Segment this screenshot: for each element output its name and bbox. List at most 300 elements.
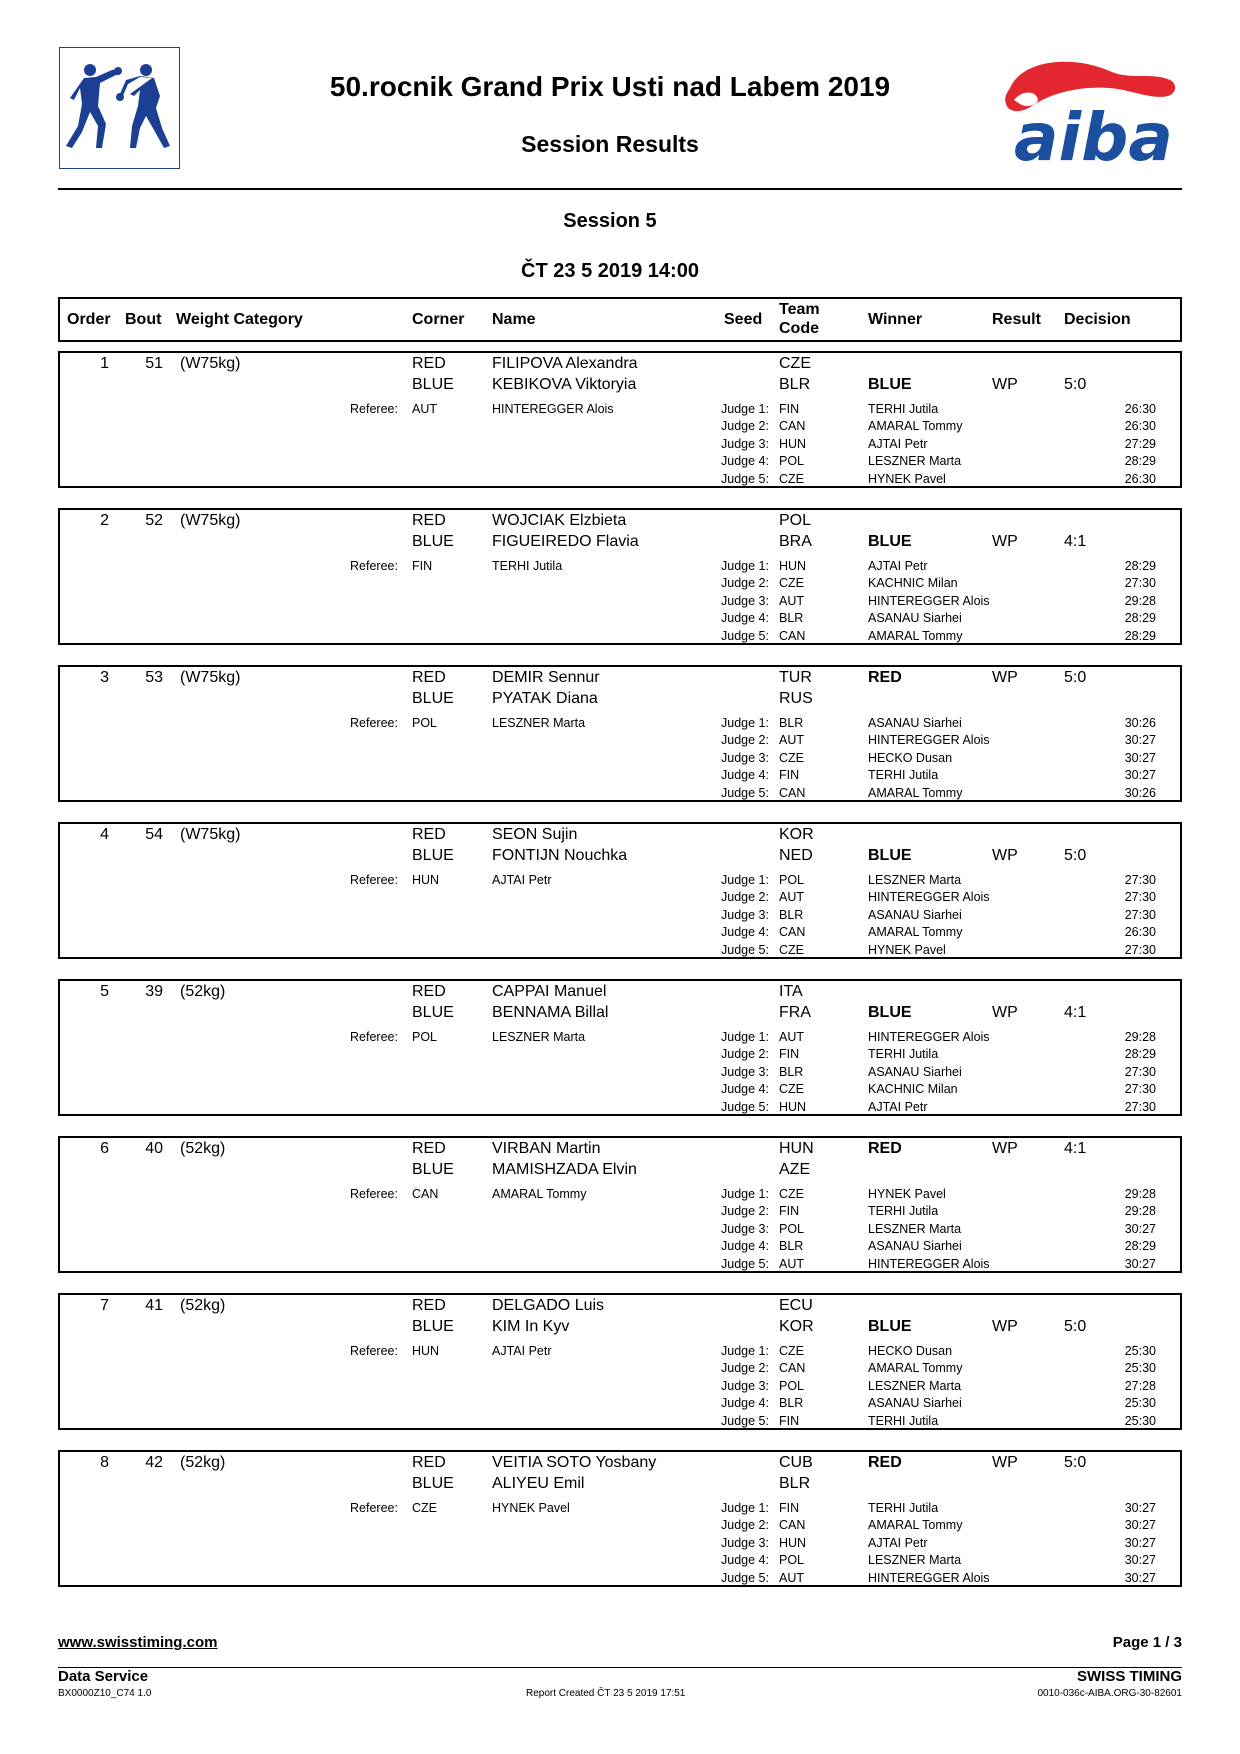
judge-label: Judge 3:	[721, 436, 769, 451]
referee-name: LESZNER Marta	[492, 716, 586, 730]
judge-score: 30:27	[1124, 1570, 1156, 1585]
referee-label: Referee:	[350, 559, 398, 573]
judge-label: Judge 4:	[721, 768, 769, 783]
judge-nation: CAN	[779, 419, 806, 434]
blue-team-code: NED	[779, 847, 813, 864]
decision: 4:1	[1064, 533, 1087, 550]
judge-label: Judge 2:	[721, 1518, 769, 1533]
judge-row	[60, 1378, 1180, 1395]
bout-block	[58, 665, 1182, 802]
judge-score: 26:30	[1124, 402, 1156, 416]
judge-score: 27:30	[1124, 1082, 1156, 1097]
judge-score: 29:28	[1124, 1204, 1156, 1219]
judge-nation: CAN	[779, 925, 806, 940]
judge-score: 27:30	[1124, 1099, 1156, 1114]
judge-label: Judge 5:	[721, 1099, 769, 1114]
judge-row	[60, 436, 1180, 453]
blue-boxer-name: ALIYEU Emil	[492, 1475, 585, 1492]
judge-nation: CAN	[779, 785, 806, 800]
weight-category: (52kg)	[180, 1297, 226, 1314]
red-boxer-name: CAPPAI Manuel	[492, 983, 607, 1000]
corner-blue: BLUE	[412, 847, 454, 864]
red-team-code: POL	[779, 512, 812, 529]
judge-nation: FIN	[779, 402, 800, 416]
judge-nation: HUN	[779, 1535, 807, 1550]
judge-row	[60, 872, 1180, 889]
judge-nation: HUN	[779, 559, 807, 573]
footer-top	[58, 1634, 1182, 1651]
judge-nation: CZE	[779, 750, 804, 765]
judge-nation: CZE	[779, 1082, 804, 1097]
judge-score: 30:26	[1124, 785, 1156, 800]
judge-name: LESZNER Marta	[868, 1378, 962, 1393]
result: WP	[992, 847, 1018, 864]
red-boxer-name: VIRBAN Martin	[492, 1140, 601, 1157]
decision: 5:0	[1064, 847, 1087, 864]
judge-row	[60, 1081, 1180, 1098]
blue-team-code: KOR	[779, 1318, 814, 1335]
judge-row	[60, 750, 1180, 767]
red-team-code: ECU	[779, 1297, 813, 1314]
judge-score: 27:30	[1124, 890, 1156, 905]
blue-boxer-name: KEBIKOVA Viktoryia	[492, 376, 637, 393]
judge-score: 27:30	[1124, 576, 1156, 591]
judge-label: Judge 5:	[721, 1570, 769, 1585]
judge-name: HINTEREGGER Alois	[868, 1030, 990, 1044]
winner: BLUE	[868, 376, 912, 393]
judge-name: AJTAI Petr	[868, 1535, 928, 1550]
judges-list	[60, 401, 1180, 488]
judge-name: HINTEREGGER Alois	[868, 733, 990, 748]
judge-label: Judge 5:	[721, 785, 769, 800]
judge-name: TERHI Jutila	[868, 402, 939, 416]
result: WP	[992, 376, 1018, 393]
decision: 4:1	[1064, 1004, 1087, 1021]
referee-nation: HUN	[412, 873, 440, 887]
referee-name: HINTEREGGER Alois	[492, 402, 614, 416]
winner: BLUE	[868, 1318, 912, 1335]
judge-row	[60, 401, 1180, 418]
judge-row	[60, 418, 1180, 435]
judge-row	[60, 1413, 1180, 1430]
judge-label: Judge 4:	[721, 611, 769, 626]
corner-red: RED	[412, 1297, 446, 1314]
judges-list	[60, 1186, 1180, 1273]
judges-list	[60, 872, 1180, 959]
judge-nation: POL	[779, 1553, 805, 1568]
red-boxer-name: WOJCIAK Elzbieta	[492, 512, 627, 529]
judge-name: ASANAU Siarhei	[868, 611, 962, 626]
table-header	[58, 297, 1182, 342]
judge-name: AMARAL Tommy	[868, 1518, 963, 1533]
judge-row	[60, 471, 1180, 488]
judge-score: 30:27	[1124, 1221, 1156, 1236]
judge-name: ASANAU Siarhei	[868, 907, 962, 922]
judge-row	[60, 558, 1180, 575]
footer-row	[58, 1668, 1182, 1685]
col-decision: Decision	[1064, 311, 1131, 328]
red-team-code: ITA	[779, 983, 803, 1000]
judge-row	[60, 1500, 1180, 1517]
col-order: Order	[67, 311, 111, 328]
blue-team-code: BLR	[779, 376, 811, 393]
judge-name: HECKO Dusan	[868, 1344, 953, 1358]
judge-label: Judge 4:	[721, 454, 769, 469]
corner-blue: BLUE	[412, 1004, 454, 1021]
bout-block	[58, 979, 1182, 1116]
judge-nation: BLR	[779, 716, 804, 730]
judge-name: AMARAL Tommy	[868, 1361, 963, 1376]
decision: 5:0	[1064, 669, 1087, 686]
red-boxer-name: DELGADO Luis	[492, 1297, 605, 1314]
referee-label: Referee:	[350, 1030, 398, 1044]
judge-row	[60, 785, 1180, 802]
judge-label: Judge 1:	[721, 1187, 769, 1201]
judges-list	[60, 1500, 1180, 1587]
judge-name: TERHI Jutila	[868, 1501, 939, 1515]
referee-nation: FIN	[412, 559, 433, 573]
judge-name: ASANAU Siarhei	[868, 1064, 962, 1079]
judge-label: Judge 2:	[721, 1047, 769, 1062]
judge-nation: CZE	[779, 1344, 804, 1358]
corner-red: RED	[412, 512, 446, 529]
judge-row	[60, 1046, 1180, 1063]
winner: RED	[868, 1140, 902, 1157]
judge-score: 28:29	[1124, 454, 1156, 469]
result: WP	[992, 1004, 1018, 1021]
blue-team-code: BLR	[779, 1475, 811, 1492]
judge-nation: CZE	[779, 1187, 804, 1201]
red-team-code: TUR	[779, 669, 812, 686]
judge-score: 26:30	[1124, 471, 1156, 486]
judge-score: 30:27	[1124, 1518, 1156, 1533]
judge-row	[60, 1064, 1180, 1081]
svg-text:aiba: aiba	[1014, 99, 1173, 170]
judge-nation: CZE	[779, 576, 804, 591]
col-weight-category: Weight Category	[176, 311, 303, 328]
red-team-code: HUN	[779, 1140, 814, 1157]
winner: BLUE	[868, 533, 912, 550]
bout-number: 42	[145, 1454, 163, 1471]
judge-nation: CZE	[779, 942, 804, 957]
weight-category: (52kg)	[180, 1454, 226, 1471]
judge-nation: POL	[779, 1221, 805, 1236]
corner-blue: BLUE	[412, 1318, 454, 1335]
judge-nation: CAN	[779, 628, 806, 643]
judge-nation: BLR	[779, 907, 804, 922]
bout-block	[58, 1293, 1182, 1430]
corner-red: RED	[412, 355, 446, 372]
page-number: Page 1 / 3	[1112, 1634, 1182, 1651]
judge-score: 29:28	[1124, 593, 1156, 608]
judge-row	[60, 593, 1180, 610]
judge-nation: POL	[779, 454, 805, 469]
corner-blue: BLUE	[412, 1161, 454, 1178]
judge-row	[60, 1221, 1180, 1238]
judge-score: 30:27	[1124, 1256, 1156, 1271]
referee-label: Referee:	[350, 716, 398, 730]
bout-number: 52	[145, 512, 163, 529]
bout-block	[58, 822, 1182, 959]
judge-row	[60, 1203, 1180, 1220]
judge-name: LESZNER Marta	[868, 1553, 962, 1568]
report-subtitle: Session Results	[521, 131, 699, 157]
judge-label: Judge 1:	[721, 559, 769, 573]
judge-nation: AUT	[779, 1256, 804, 1271]
judge-label: Judge 3:	[721, 1535, 769, 1550]
judge-row	[60, 1099, 1180, 1116]
judge-label: Judge 5:	[721, 1256, 769, 1271]
judge-label: Judge 5:	[721, 628, 769, 643]
bout-number: 54	[145, 826, 163, 843]
judge-name: LESZNER Marta	[868, 873, 962, 887]
corner-red: RED	[412, 669, 446, 686]
judge-label: Judge 3:	[721, 907, 769, 922]
judge-label: Judge 2:	[721, 419, 769, 434]
judge-name: TERHI Jutila	[868, 1047, 939, 1062]
judge-score: 27:30	[1124, 1064, 1156, 1079]
header-divider	[58, 188, 1182, 190]
footer-url[interactable]: www.swisstiming.com	[58, 1634, 218, 1651]
judge-score: 30:27	[1124, 733, 1156, 748]
result: WP	[992, 669, 1018, 686]
judge-row	[60, 732, 1180, 749]
judge-score: 28:29	[1124, 559, 1156, 573]
judge-label: Judge 3:	[721, 1064, 769, 1079]
judge-row	[60, 1186, 1180, 1203]
report-created: Report Created ČT 23 5 2019 17:51	[526, 1688, 686, 1699]
bout-order: 2	[100, 512, 109, 529]
judge-label: Judge 5:	[721, 471, 769, 486]
judge-label: Judge 2:	[721, 890, 769, 905]
referee-label: Referee:	[350, 1187, 398, 1201]
judge-row	[60, 575, 1180, 592]
weight-category: (W75kg)	[180, 355, 241, 372]
col-corner: Corner	[412, 311, 465, 328]
judge-name: HINTEREGGER Alois	[868, 1256, 990, 1271]
judge-score: 27:30	[1124, 907, 1156, 922]
judge-label: Judge 1:	[721, 1030, 769, 1044]
corner-blue: BLUE	[412, 1475, 454, 1492]
judge-label: Judge 3:	[721, 1378, 769, 1393]
decision: 5:0	[1064, 376, 1087, 393]
judge-label: Judge 4:	[721, 1239, 769, 1254]
judge-name: KACHNIC Milan	[868, 576, 958, 591]
judge-name: ASANAU Siarhei	[868, 716, 962, 730]
result: WP	[992, 533, 1018, 550]
referee-name: LESZNER Marta	[492, 1030, 586, 1044]
judge-row	[60, 1256, 1180, 1273]
judge-row	[60, 1395, 1180, 1412]
judge-score: 30:27	[1124, 1535, 1156, 1550]
judge-row	[60, 1517, 1180, 1534]
corner-blue: BLUE	[412, 376, 454, 393]
corner-red: RED	[412, 1454, 446, 1471]
corner-red: RED	[412, 826, 446, 843]
weight-category: (W75kg)	[180, 669, 241, 686]
judge-row	[60, 924, 1180, 941]
blue-team-code: RUS	[779, 690, 813, 707]
bout-block	[58, 508, 1182, 645]
judges-list	[60, 1343, 1180, 1430]
judge-label: Judge 2:	[721, 1361, 769, 1376]
event-title: 50.rocnik Grand Prix Usti nad Labem 2019	[329, 71, 891, 102]
winner: RED	[868, 669, 902, 686]
judge-name: TERHI Jutila	[868, 1413, 939, 1428]
judge-label: Judge 1:	[721, 1344, 769, 1358]
judge-row	[60, 715, 1180, 732]
result: WP	[992, 1140, 1018, 1157]
judge-row	[60, 942, 1180, 959]
judge-nation: CAN	[779, 1361, 806, 1376]
judge-score: 28:29	[1124, 1239, 1156, 1254]
judge-name: HINTEREGGER Alois	[868, 890, 990, 905]
judge-label: Judge 1:	[721, 716, 769, 730]
judge-label: Judge 3:	[721, 1221, 769, 1236]
red-boxer-name: VEITIA SOTO Yosbany	[492, 1454, 657, 1471]
judge-row	[60, 1535, 1180, 1552]
judge-nation: FIN	[779, 1047, 800, 1062]
judge-row	[60, 1552, 1180, 1569]
red-boxer-name: SEON Sujin	[492, 826, 578, 843]
red-team-code: CZE	[779, 355, 811, 372]
judge-row	[60, 610, 1180, 627]
judge-row	[60, 1360, 1180, 1377]
judge-name: ASANAU Siarhei	[868, 1239, 962, 1254]
referee-name: AJTAI Petr	[492, 873, 552, 887]
bout-order: 5	[100, 983, 109, 1000]
blue-boxer-name: FONTIJN Nouchka	[492, 847, 628, 864]
judge-name: AMARAL Tommy	[868, 419, 963, 434]
weight-category: (52kg)	[180, 983, 226, 1000]
bout-block	[58, 1136, 1182, 1273]
judge-nation: AUT	[779, 890, 804, 905]
judge-label: Judge 4:	[721, 1396, 769, 1411]
doc-code: 0010-036c-AIBA.ORG-30-82601	[1037, 1688, 1182, 1699]
result: WP	[992, 1454, 1018, 1471]
judge-label: Judge 4:	[721, 925, 769, 940]
judge-nation: BLR	[779, 611, 804, 626]
judge-score: 30:26	[1124, 716, 1156, 730]
judge-nation: BLR	[779, 1239, 804, 1254]
blue-boxer-name: MAMISHZADA Elvin	[492, 1161, 637, 1178]
judge-label: Judge 2:	[721, 576, 769, 591]
judge-score: 27:30	[1124, 942, 1156, 957]
referee-name: AMARAL Tommy	[492, 1187, 587, 1201]
judge-label: Judge 4:	[721, 1082, 769, 1097]
judge-score: 25:30	[1124, 1396, 1156, 1411]
decision: 5:0	[1064, 1318, 1087, 1335]
col-name: Name	[492, 311, 536, 328]
judge-score: 30:27	[1124, 1553, 1156, 1568]
judge-row	[60, 767, 1180, 784]
col-team-code: Team Code	[779, 301, 820, 337]
weight-category: (52kg)	[180, 1140, 226, 1157]
blue-boxer-name: BENNAMA Billal	[492, 1004, 609, 1021]
blue-boxer-name: FIGUEIREDO Flavia	[492, 533, 639, 550]
report-code: BX0000Z10_C74 1.0	[58, 1688, 152, 1699]
referee-nation: AUT	[412, 402, 437, 416]
bout-order: 3	[100, 669, 109, 686]
judge-name: HECKO Dusan	[868, 750, 953, 765]
judges-list	[60, 715, 1180, 802]
judge-nation: FIN	[779, 1501, 800, 1515]
judge-row	[60, 1343, 1180, 1360]
judge-nation: BLR	[779, 1064, 804, 1079]
judge-score: 28:29	[1124, 1047, 1156, 1062]
judge-score: 25:30	[1124, 1361, 1156, 1376]
bout-number: 39	[145, 983, 163, 1000]
judge-nation: BLR	[779, 1396, 804, 1411]
bout-number: 40	[145, 1140, 163, 1157]
judge-row	[60, 628, 1180, 645]
judge-score: 30:27	[1124, 1501, 1156, 1515]
bout-number: 53	[145, 669, 163, 686]
judge-row	[60, 889, 1180, 906]
judge-row	[60, 1238, 1180, 1255]
referee-nation: POL	[412, 716, 438, 730]
corner-blue: BLUE	[412, 533, 454, 550]
judge-name: KACHNIC Milan	[868, 1082, 958, 1097]
judge-nation: FIN	[779, 1204, 800, 1219]
judge-nation: CAN	[779, 1518, 806, 1533]
winner: BLUE	[868, 847, 912, 864]
winner: BLUE	[868, 1004, 912, 1021]
judge-name: HYNEK Pavel	[868, 1187, 946, 1201]
col-result: Result	[992, 311, 1041, 328]
bout-order: 6	[100, 1140, 109, 1157]
judge-name: HYNEK Pavel	[868, 942, 946, 957]
referee-nation: POL	[412, 1030, 438, 1044]
decision: 4:1	[1064, 1140, 1087, 1157]
col-winner: Winner	[868, 311, 923, 328]
bout-order: 7	[100, 1297, 109, 1314]
judge-name: AJTAI Petr	[868, 436, 928, 451]
winner: RED	[868, 1454, 902, 1471]
bout-block	[58, 351, 1182, 488]
bout-block	[58, 1450, 1182, 1587]
judge-name: AJTAI Petr	[868, 559, 928, 573]
red-team-code: KOR	[779, 826, 814, 843]
judge-score: 25:30	[1124, 1344, 1156, 1358]
judge-nation: AUT	[779, 1030, 804, 1044]
data-service-label: Data Service	[58, 1668, 149, 1685]
col-seed: Seed	[724, 311, 763, 328]
judge-label: Judge 1:	[721, 402, 769, 416]
judge-name: TERHI Jutila	[868, 768, 939, 783]
judge-label: Judge 2:	[721, 1204, 769, 1219]
judge-nation: AUT	[779, 733, 804, 748]
judge-nation: POL	[779, 873, 805, 887]
judge-label: Judge 5:	[721, 1413, 769, 1428]
red-boxer-name: FILIPOVA Alexandra	[492, 355, 638, 372]
blue-team-code: AZE	[779, 1161, 811, 1178]
judge-name: TERHI Jutila	[868, 1204, 939, 1219]
judge-nation: POL	[779, 1378, 805, 1393]
referee-nation: HUN	[412, 1344, 440, 1358]
judge-score: 29:28	[1124, 1030, 1156, 1044]
judge-label: Judge 4:	[721, 1553, 769, 1568]
referee-label: Referee:	[350, 1344, 398, 1358]
judge-nation: AUT	[779, 593, 804, 608]
judge-score: 27:28	[1124, 1378, 1156, 1393]
judge-score: 30:27	[1124, 768, 1156, 783]
blue-boxer-name: PYATAK Diana	[492, 690, 598, 707]
judge-name: HINTEREGGER Alois	[868, 593, 990, 608]
corner-red: RED	[412, 1140, 446, 1157]
weight-category: (W75kg)	[180, 826, 241, 843]
judge-row	[60, 1029, 1180, 1046]
